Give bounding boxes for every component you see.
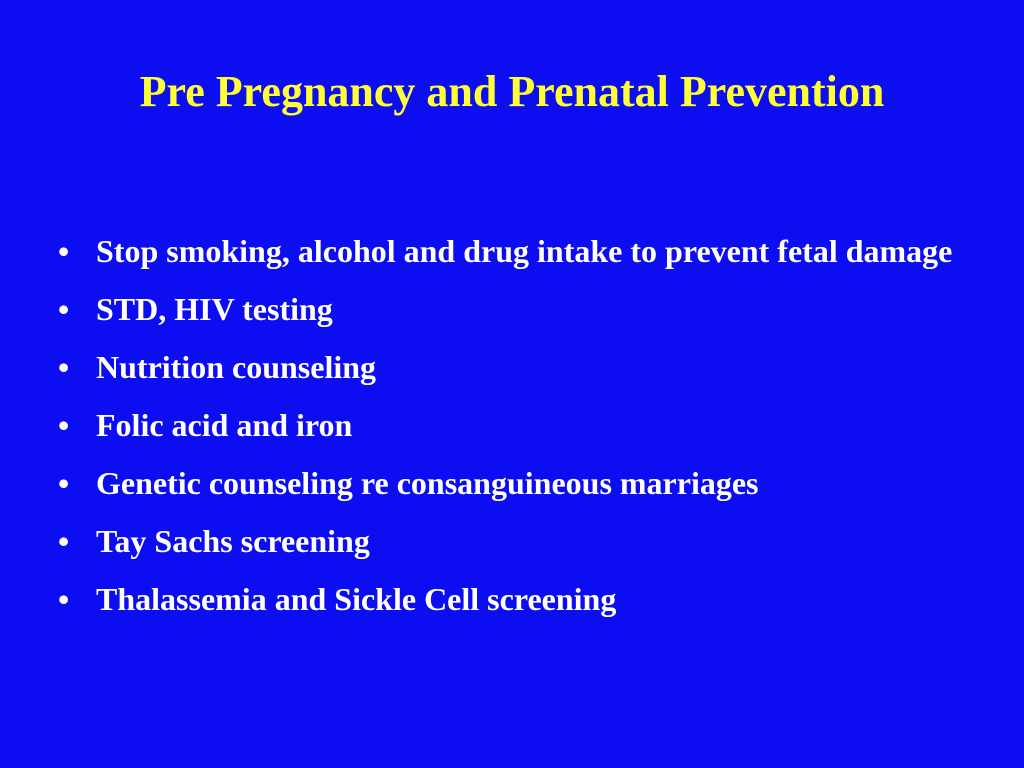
bullet-item-stop-smoking bbox=[54, 228, 954, 274]
bullet-dot-icon: • bbox=[58, 407, 70, 443]
slide-title: Pre Pregnancy and Prenatal Prevention bbox=[139, 67, 885, 116]
bullet-dot-icon: • bbox=[58, 523, 70, 559]
bullet-item-thalassemia bbox=[54, 576, 954, 622]
bullet-dot-icon: • bbox=[58, 233, 70, 269]
bullet-dot-icon: • bbox=[58, 291, 70, 327]
bullet-item-nutrition bbox=[54, 344, 954, 390]
bullet-text: Thalassemia and Sickle Cell screening bbox=[96, 581, 617, 617]
bullet-text: Folic acid and iron bbox=[96, 407, 353, 443]
bullet-text: STD, HIV testing bbox=[96, 291, 333, 327]
bullet-item-folic-acid bbox=[54, 402, 954, 448]
bullet-dot-icon: • bbox=[58, 465, 70, 501]
bullet-item-std-hiv bbox=[54, 286, 954, 332]
bullet-text: Stop smoking, alcohol and drug intake to prevent fetal damage bbox=[96, 233, 953, 269]
bullet-text: Tay Sachs screening bbox=[96, 523, 370, 559]
bullet-dot-icon: • bbox=[58, 581, 70, 617]
bullet-text: Nutrition counseling bbox=[96, 349, 377, 385]
bullet-dot-icon: • bbox=[58, 349, 70, 385]
bullet-item-genetic-counseling bbox=[54, 460, 954, 506]
bullet-list bbox=[54, 228, 954, 634]
bullet-text: Genetic counseling re consanguineous marriages bbox=[96, 465, 759, 501]
bullet-item-tay-sachs bbox=[54, 518, 954, 564]
